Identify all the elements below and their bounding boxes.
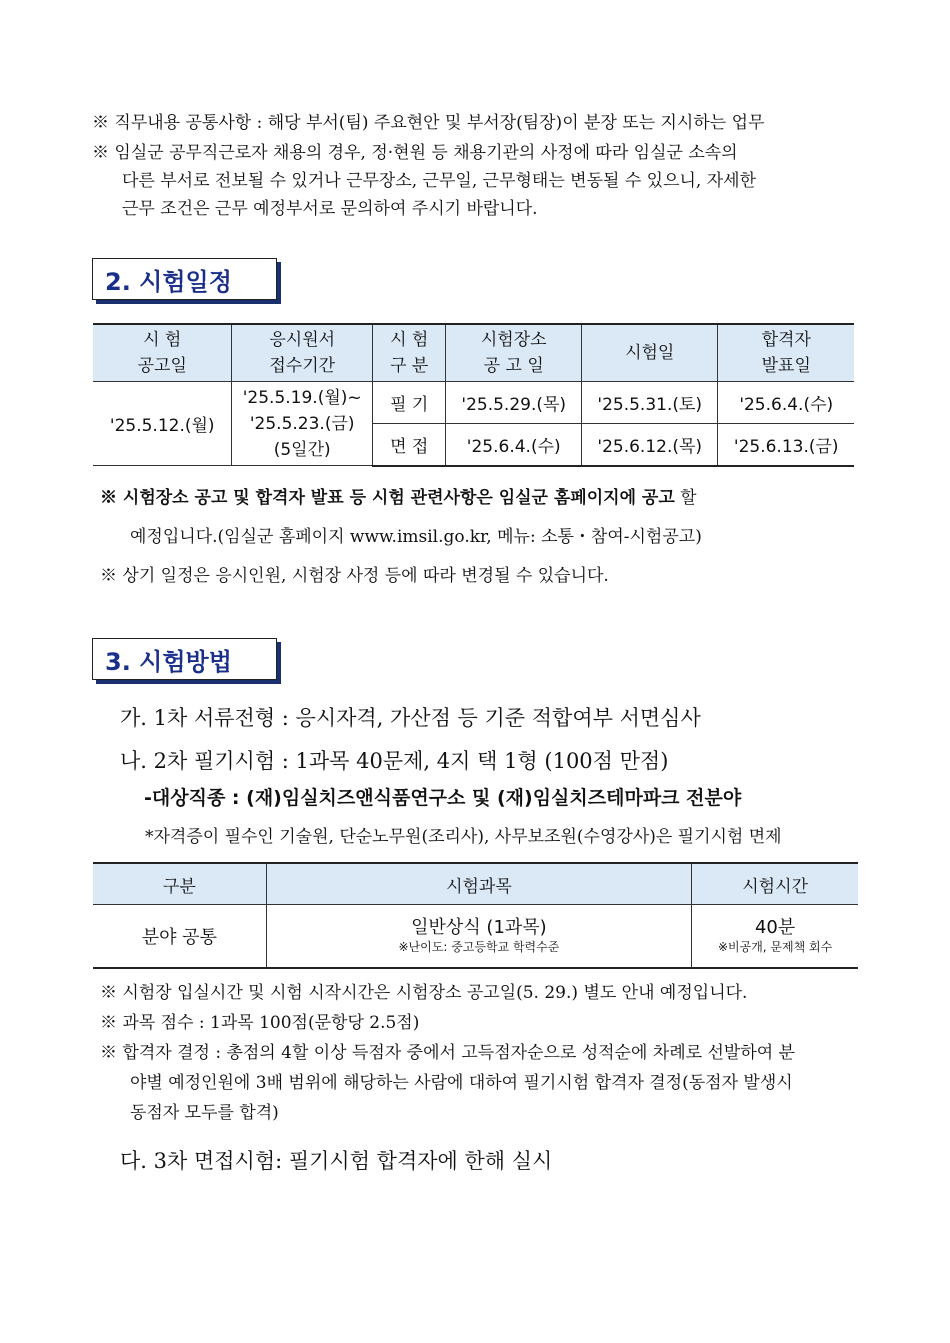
schedule-table bbox=[93, 323, 854, 467]
type-written: 필 기 bbox=[372, 382, 446, 424]
transfer-note-line3: 근무 조건은 근무 예정부서로 문의하여 주시기 바랍니다. bbox=[122, 199, 538, 219]
exam-written: '25.5.31.(토) bbox=[581, 382, 718, 424]
target-jobs: -대상직종 : (재)임실치즈앤식품연구소 및 (재)임실치즈테마파크 전분야 bbox=[144, 787, 742, 809]
time-cell: 40분 ※비공개, 문제책 회수 bbox=[692, 905, 858, 969]
transfer-note-line1: ※ 임실군 공무직근로자 채용의 경우, 정·현원 등 채용기관의 사정에 따라 임실군 소속의 bbox=[92, 143, 738, 163]
subject-cell: 일반상식 (1과목) ※난이도: 중고등학교 학력수준 bbox=[266, 905, 692, 969]
transfer-note-line2: 다른 부서로 전보될 수 있거나 근무장소, 근무일, 근무형태는 변동될 수 있으니, 자세한 bbox=[122, 171, 757, 191]
header-reception: 응시원서 접수기간 bbox=[232, 324, 372, 382]
pass-decision-note-line2: 야별 예정인원에 3배 범위에 해당하는 사람에 대하여 필기시험 합격자 결정(동점자 발생시 bbox=[130, 1073, 793, 1093]
header-type: 시 험 구 분 bbox=[372, 324, 446, 382]
category-cell: 분야 공통 bbox=[93, 905, 266, 969]
homepage-note: ※ 시험장소 공고 및 합격자 발표 등 시험 관련사항은 임실군 홈페이지에 공고 할 bbox=[100, 488, 697, 508]
header-category: 구분 bbox=[93, 863, 266, 905]
exam-interview: '25.6.12.(목) bbox=[581, 424, 718, 466]
announce-date: '25.5.12.(월) bbox=[93, 382, 232, 466]
result-written: '25.6.4.(수) bbox=[718, 382, 854, 424]
venue-interview: '25.6.4.(수) bbox=[446, 424, 582, 466]
stage-1-document: 가. 1차 서류전형 : 응시자격, 가산점 등 기준 적합여부 서면심사 bbox=[120, 706, 701, 730]
entry-time-note: ※ 시험장 입실시간 및 시험 시작시간은 시험장소 공고일(5. 29.) 별도 안내 예정입니다. bbox=[100, 983, 748, 1003]
exam-subject-table bbox=[93, 862, 858, 969]
schedule-change-note: ※ 상기 일정은 응시인원, 시험장 사정 등에 따라 변경될 수 있습니다. bbox=[100, 566, 609, 586]
exemption-note: *자격증이 필수인 기술원, 단순노무원(조리사), 사무보조원(수영강사)은 필기시험 면제 bbox=[145, 827, 782, 847]
reception-period: '25.5.19.(월)~ '25.5.23.(금) (5일간) bbox=[232, 382, 372, 466]
header-exam-date: 시험일 bbox=[581, 324, 718, 382]
section-3-heading bbox=[92, 638, 277, 680]
stage-2-written: 나. 2차 필기시험 : 1과목 40문제, 4지 택 1형 (100점 만점) bbox=[120, 749, 669, 773]
result-interview: '25.6.13.(금) bbox=[718, 424, 854, 466]
pass-decision-note-line1: ※ 합격자 결정 : 총점의 4할 이상 득점자 중에서 고득점자순으로 성적순에 차례로 선발하여 분 bbox=[100, 1043, 795, 1063]
pass-decision-note-line3: 동점자 모두를 합격) bbox=[130, 1103, 279, 1123]
header-time: 시험시간 bbox=[692, 863, 858, 905]
stage-3-interview: 다. 3차 면접시험: 필기시험 합격자에 한해 실시 bbox=[120, 1149, 553, 1173]
venue-written: '25.5.29.(목) bbox=[446, 382, 582, 424]
header-announce: 시 험 공고일 bbox=[93, 324, 232, 382]
type-interview: 면 접 bbox=[372, 424, 446, 466]
section-2-heading bbox=[92, 258, 277, 300]
duty-note: ※ 직무내용 공통사항 : 해당 부서(팀) 주요현안 및 부서장(팀장)이 분장 또는 지시하는 업무 bbox=[92, 113, 765, 133]
header-result-date: 합격자 발표일 bbox=[718, 324, 854, 382]
score-note: ※ 과목 점수 : 1과목 100점(문항당 2.5점) bbox=[100, 1013, 420, 1033]
section-2-title: 2. 시험일정 bbox=[105, 268, 232, 296]
section-3-title: 3. 시험방법 bbox=[105, 648, 232, 676]
header-venue: 시험장소 공 고 일 bbox=[446, 324, 582, 382]
homepage-note-line2: 예정입니다.(임실군 홈페이지 www.imsil.go.kr, 메뉴: 소통・참여-시험공고) bbox=[130, 527, 702, 547]
header-subject: 시험과목 bbox=[266, 863, 692, 905]
